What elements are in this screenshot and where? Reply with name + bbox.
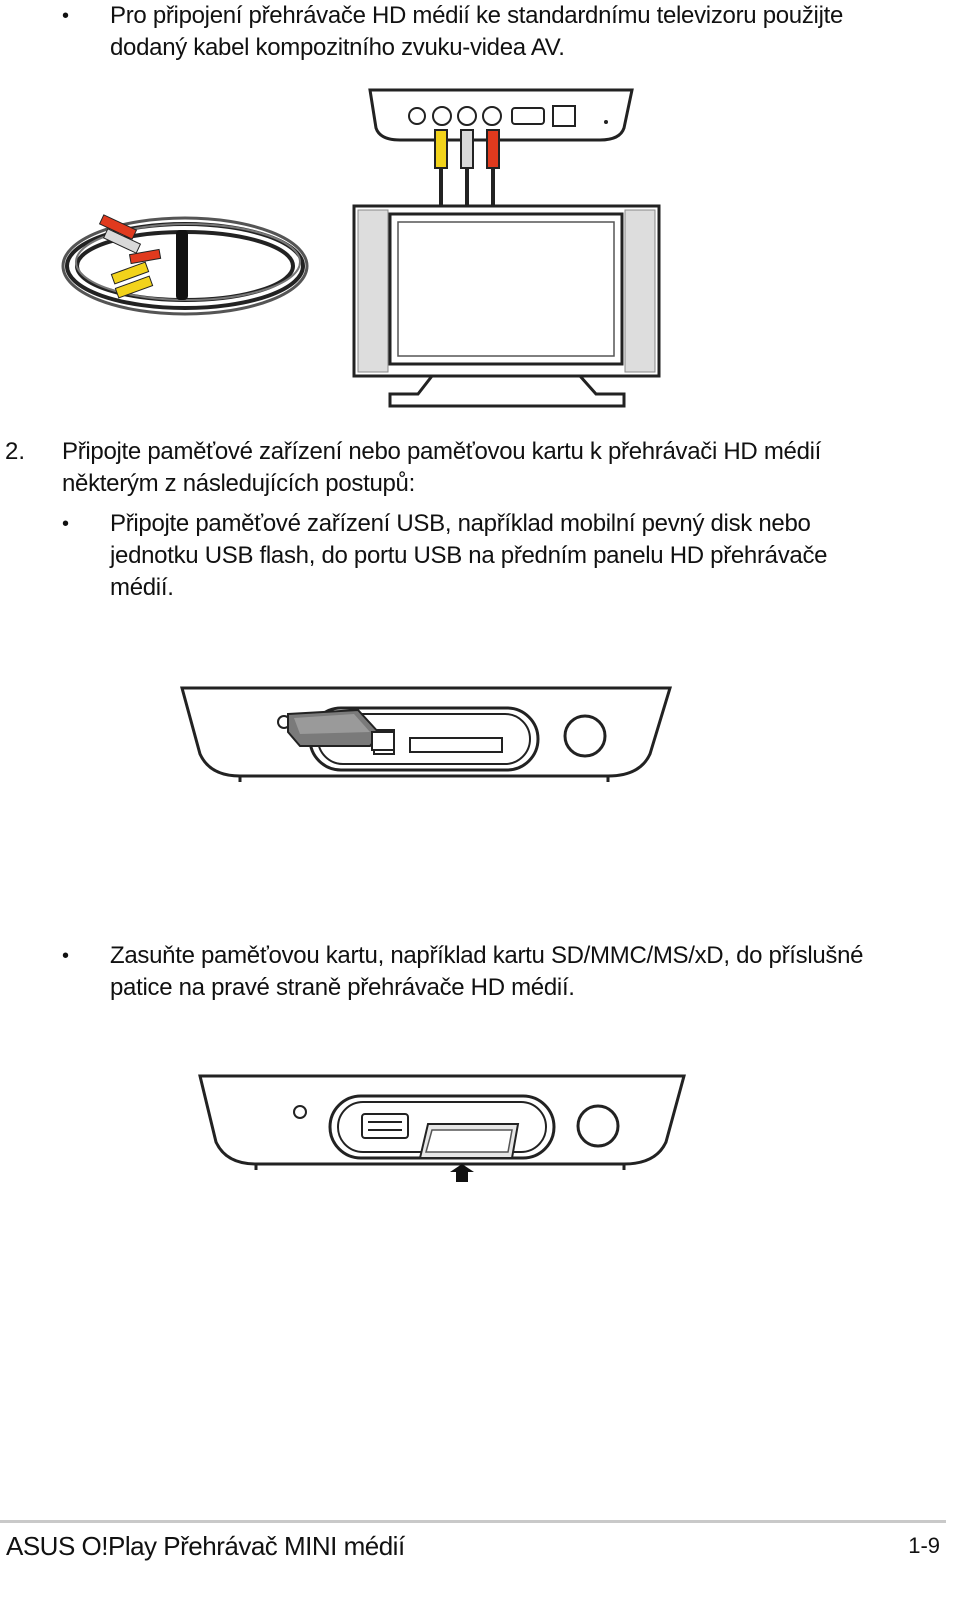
power-button [578, 1106, 618, 1146]
rca-plugs [435, 130, 499, 206]
cable-tie [176, 230, 188, 300]
usb-bullet-text: Připojte paměťové zařízení USB, například mobilní pevný disk nebo jednotku USB flash, do portu USB na předním panelu HD přehrávače médií. [110, 510, 828, 601]
memory-card [420, 1124, 518, 1158]
page-number: 1-9 [908, 1533, 940, 1558]
sd-card-slot [410, 738, 502, 752]
bullet-marker: • [62, 513, 70, 535]
insert-arrow-icon [450, 1164, 474, 1182]
bullet-marker: • [62, 945, 70, 967]
bullet-marker: • [62, 5, 70, 27]
step-number: 2. [5, 438, 26, 465]
memory-card-illustration [0, 1072, 960, 1192]
intro-bullet-text: Pro připojení přehrávače HD médií ke standardnímu televizoru použijte dodaný kabel kompozitního zvuku-videa AV. [110, 2, 844, 61]
step2-text: Připojte paměťové zařízení nebo paměťovou kartu k přehrávači HD médií některým z následujících postupů: [62, 438, 822, 497]
media-player-rear [370, 90, 632, 140]
card-bullet-text: Zasuňte paměťovou kartu, například kartu SD/MMC/MS/xD, do příslušné patice na pravé straně přehrávače HD médií. [110, 942, 864, 1001]
footer-divider [0, 1520, 946, 1523]
power-button [565, 716, 605, 756]
av-connection-illustration [0, 82, 960, 412]
usb-port [362, 1114, 408, 1138]
television [354, 206, 659, 406]
indicator-led [294, 1106, 306, 1118]
usb-front-panel-illustration [0, 684, 960, 804]
footer-title: ASUS O!Play Přehrávač MINI médií [6, 1531, 405, 1561]
